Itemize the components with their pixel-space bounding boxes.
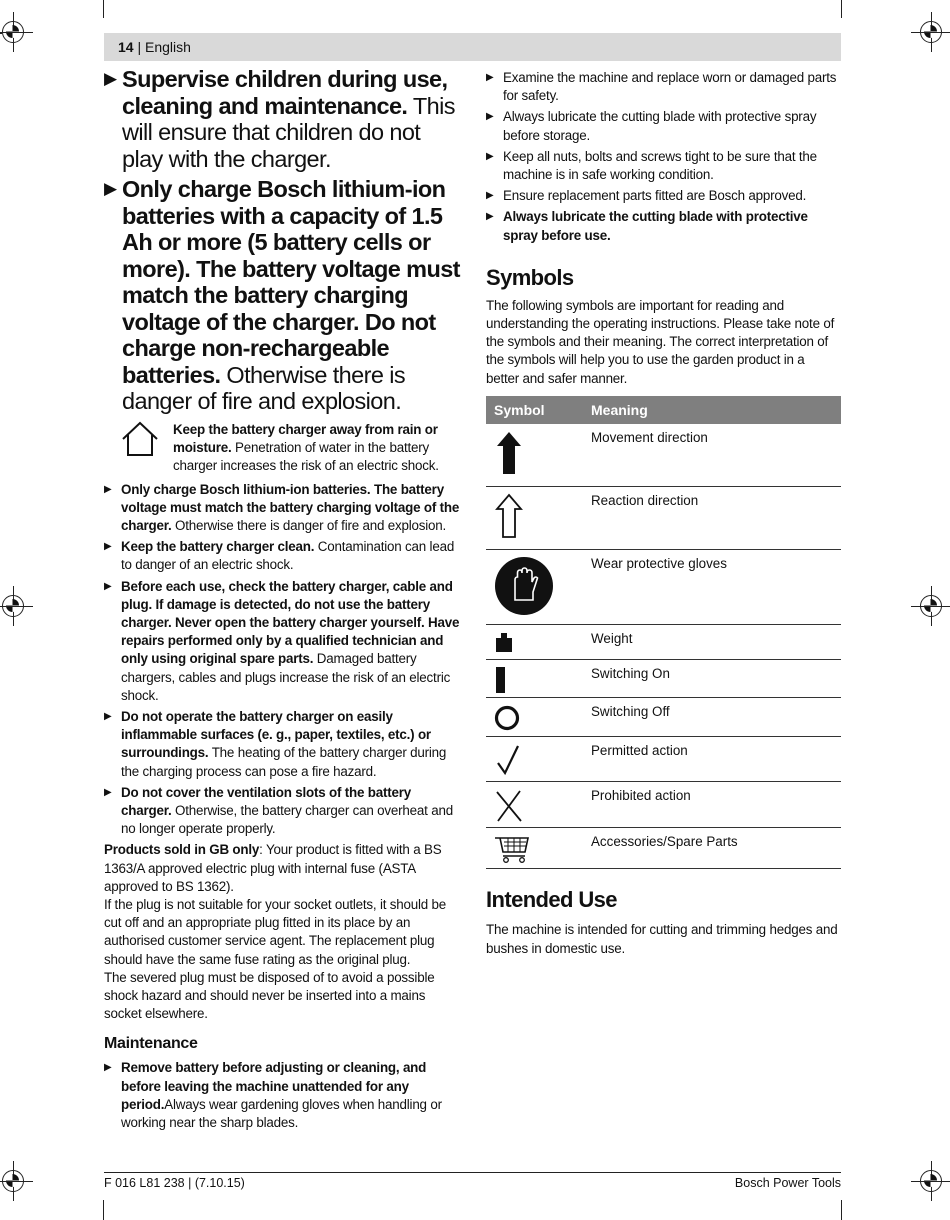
table-row bbox=[486, 782, 841, 828]
symbol-meaning: Accessories/Spare Parts bbox=[591, 828, 841, 869]
registration-mark-bottom-left bbox=[2, 1170, 24, 1192]
meaning-column-header: Meaning bbox=[591, 396, 841, 424]
language-label: | English bbox=[137, 39, 191, 55]
registration-mark-bottom-right bbox=[920, 1170, 942, 1192]
table-row bbox=[486, 625, 841, 660]
house-icon bbox=[120, 421, 160, 457]
list-item: ▶ Keep all nuts, bolts and screws tight to be sure that the machine is in safe working condition. bbox=[486, 148, 817, 183]
switching-off-icon bbox=[494, 704, 522, 732]
symbols-heading: Symbols bbox=[486, 264, 574, 290]
maintenance-heading: Maintenance bbox=[104, 1035, 198, 1053]
symbols-table bbox=[486, 396, 841, 870]
crop-mark bbox=[841, 0, 842, 18]
symbols-intro: The following symbols are important for reading and understanding the operating instructions. Please take note of the symbols and their meaning. The correct interpretation of the symbols will help you to use the garden product in a better and safer manner. bbox=[486, 297, 835, 386]
registration-mark-top-left bbox=[2, 21, 24, 43]
list-item: ▶ Always lubricate the cutting blade with protective spray before use. bbox=[486, 209, 808, 243]
list-item: ▶ Do not cover the ventilation slots of the battery charger. Otherwise, the battery charger can overheat and no longer operate properly. bbox=[104, 784, 453, 837]
symbol-meaning: Reaction direction bbox=[591, 487, 841, 550]
gb-notice: Products sold in GB only: Your product is fitted with a BS 1363/A approved electric plug with internal fuse (ASTA approved to BS 1362). bbox=[104, 842, 442, 894]
table-header-row bbox=[486, 396, 841, 424]
crop-mark bbox=[103, 1200, 104, 1220]
registration-mark-mid-left bbox=[2, 595, 24, 617]
list-item: ▶ Only charge Bosch lithium-ion batteries. The battery voltage must match the battery charging voltage of the charger. Otherwise there is danger of fire and explosion. bbox=[104, 481, 460, 533]
list-item: ▶ Remove battery before adjusting or cleaning, and before leaving the machine unattended for any period.Always wear gardening gloves when handling or working near the sharp blades. bbox=[104, 1060, 442, 1130]
severed-plug-notice: The severed plug must be disposed of to avoid a possible shock hazard and should never be inserted into a mains socket elsewhere. bbox=[104, 969, 435, 1022]
list-item: ▶ Ensure replacement parts fitted are Bosch approved. bbox=[486, 188, 807, 204]
table-row bbox=[486, 737, 841, 782]
table-row bbox=[486, 660, 841, 698]
document-code: F 016 L81 238 | (7.10.15) bbox=[104, 1176, 245, 1190]
publisher-name: Bosch Power Tools bbox=[734, 1176, 841, 1190]
intended-use-heading: Intended Use bbox=[486, 887, 617, 913]
symbol-meaning: Weight bbox=[591, 625, 841, 660]
reaction-direction-icon bbox=[494, 493, 524, 539]
shopping-cart-icon bbox=[494, 834, 530, 864]
table-row bbox=[486, 550, 841, 625]
intended-use-text: The machine is intended for cutting and trimming hedges and bushes in domestic use. bbox=[486, 922, 838, 956]
list-item: ▶ Before each use, check the battery charger, cable and plug. If damage is detected, do not use the battery charger. Never open the battery charger yourself. Have repairs performed only by a qualified technician and only using original spare parts. Damaged battery chargers, cables and plugs increase the risk of an electric shock. bbox=[104, 578, 460, 703]
registration-mark-top-right bbox=[920, 21, 942, 43]
page-footer bbox=[104, 1172, 841, 1190]
symbol-meaning: Switching On bbox=[591, 660, 841, 698]
right-column bbox=[486, 69, 841, 958]
permitted-action-icon bbox=[494, 743, 524, 777]
protective-gloves-icon bbox=[494, 556, 554, 616]
movement-direction-icon bbox=[494, 430, 524, 476]
symbol-meaning: Wear protective gloves bbox=[591, 550, 841, 625]
prohibited-action-icon bbox=[494, 788, 524, 824]
list-item: ▶ Examine the machine and replace worn or damaged parts for safety. bbox=[486, 70, 837, 104]
registration-mark-mid-right bbox=[920, 595, 942, 617]
switching-on-icon bbox=[494, 666, 508, 694]
crop-mark bbox=[103, 0, 104, 18]
list-item: ▶ Keep the battery charger clean. Contamination can lead to danger of an electric shock. bbox=[104, 539, 455, 573]
symbol-meaning: Permitted action bbox=[591, 737, 841, 782]
symbol-meaning: Switching Off bbox=[591, 698, 841, 737]
page-number: 14 bbox=[118, 39, 134, 55]
table-row bbox=[486, 487, 841, 550]
symbol-meaning: Movement direction bbox=[591, 424, 841, 487]
table-row bbox=[486, 424, 841, 487]
list-item: ▶ Always lubricate the cutting blade with protective spray before storage. bbox=[486, 109, 817, 143]
warning-big-1: ▶ Supervise children during use, cleaning and maintenance. This will ensure that children do not play with the charger. bbox=[104, 66, 455, 172]
symbol-column-header: Symbol bbox=[486, 396, 591, 424]
left-column bbox=[104, 66, 460, 1135]
table-row bbox=[486, 698, 841, 737]
crop-mark bbox=[841, 1200, 842, 1220]
weight-icon bbox=[494, 631, 514, 653]
warning-big-2: ▶ Only charge Bosch lithium-ion batteries with a capacity of 1.5 Ah or more (5 battery cells or more). The battery voltage must match the battery charging voltage of the charger. Do not charge non-rechargeable batteries. Otherwise there is danger of fire and explosion. bbox=[104, 176, 460, 414]
crop-mark bbox=[0, 33, 2, 34]
rain-moisture-warning: Keep the battery charger away from rain or moisture. Penetration of water in the battery charger increases the risk of an electric shock. bbox=[104, 421, 460, 477]
table-row bbox=[486, 828, 841, 869]
list-item: ▶ Do not operate the battery charger on easily inflammable surfaces (e. g., paper, textiles, etc.) or surroundings. The heating of the battery charger during the charging process can pose a fire hazard. bbox=[104, 708, 447, 779]
plug-notice: If the plug is not suitable for your socket outlets, it should be cut off and an appropriate plug fitted in its place by an authorised customer service agent. The replacement plug should have the same fuse rating as the original plug. bbox=[104, 896, 447, 967]
page-header bbox=[104, 33, 841, 61]
symbol-meaning: Prohibited action bbox=[591, 782, 841, 828]
